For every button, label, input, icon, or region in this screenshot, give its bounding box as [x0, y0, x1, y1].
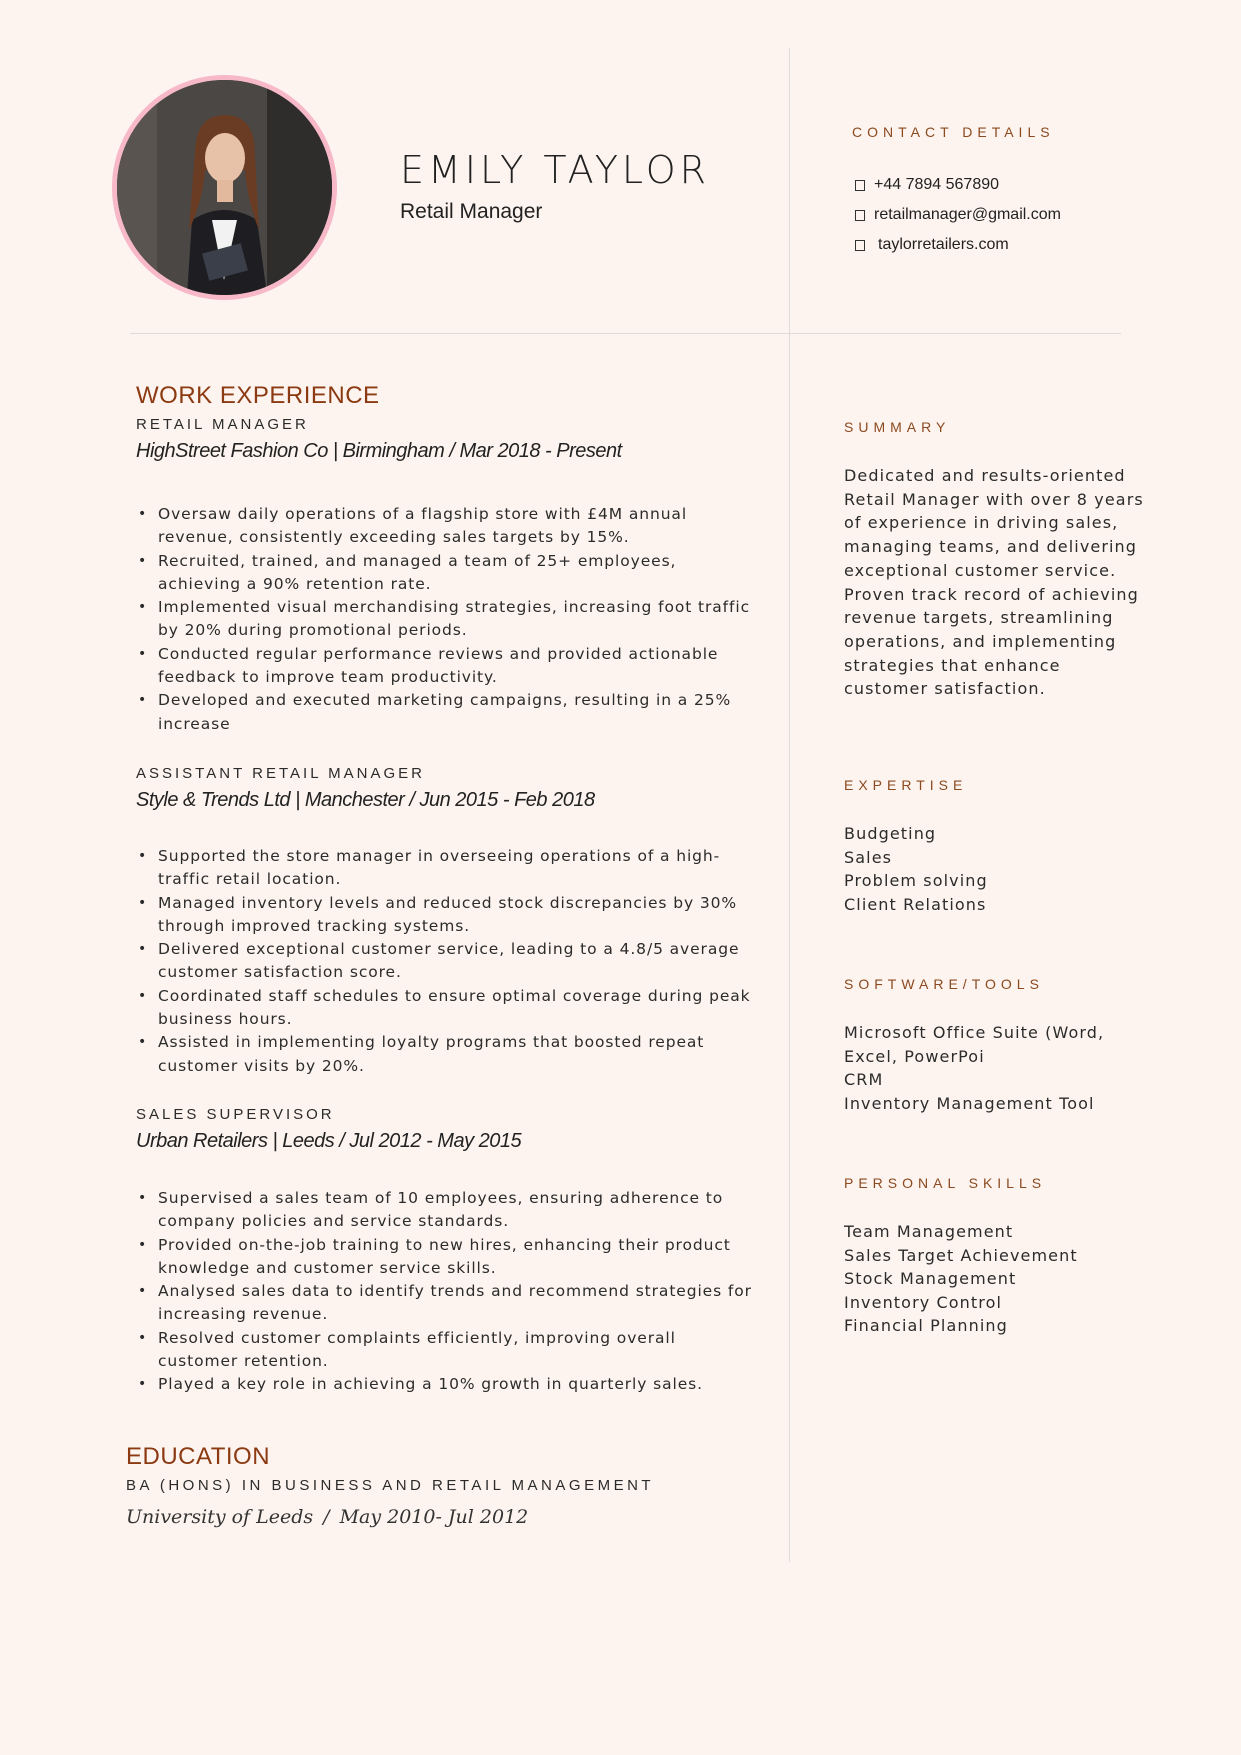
list-item: Budgeting — [844, 824, 937, 843]
contact-email-text: retailmanager@gmail.com — [874, 206, 1061, 223]
list-item: • Provided on-the-job training to new hires, enhancing their product knowledge and customer service skills. — [136, 1234, 756, 1281]
education-school: University of Leeds — [126, 1506, 314, 1528]
candidate-role: Retail Manager — [400, 200, 543, 223]
contact-heading: CONTACT DETAILS — [852, 124, 1055, 140]
expertise-heading: EXPERTISE — [844, 777, 968, 793]
job-meta: Style & Trends Ltd | Manchester / Jun 2015 - Feb 2018 — [136, 789, 595, 811]
education-meta — [126, 1506, 528, 1528]
personal-skills-list — [844, 1220, 1078, 1338]
work-experience-heading: WORK EXPERIENCE — [136, 382, 380, 409]
list-item: • Analysed sales data to identify trends and recommend strategies for increasing revenue. — [136, 1280, 756, 1327]
job-title: SALES SUPERVISOR — [136, 1106, 335, 1123]
job-title: ASSISTANT RETAIL MANAGER — [136, 765, 425, 782]
education-separator: / — [323, 1506, 330, 1528]
list-item: Inventory Control — [844, 1292, 1003, 1312]
vertical-divider — [789, 48, 790, 1562]
education-dates: May 2010- Jul 2012 — [339, 1506, 529, 1528]
list-item: • Developed and executed marketing campaigns, resulting in a 25% increase — [136, 689, 756, 736]
personal-skills-heading: PERSONAL SKILLS — [844, 1175, 1047, 1191]
list-item: • Played a key role in achieving a 10% growth in quarterly sales. — [136, 1373, 756, 1396]
summary-text: Dedicated and results-oriented Retail Manager with over 8 years of experience in driving sales, managing teams, and delivering exceptional customer service. Proven track record of achieving revenue targets, streamlining operations, and implementing strategies that enhance customer satisfaction. — [844, 466, 1144, 699]
job-bullets — [136, 503, 756, 736]
list-item: • Implemented visual merchandising strategies, increasing foot traffic by 20% during promotional periods. — [136, 596, 756, 643]
list-item: • Coordinated staff schedules to ensure optimal coverage during peak business hours. — [136, 985, 756, 1032]
summary-heading: SUMMARY — [844, 419, 951, 435]
contact-website-text: taylorretailers.com — [878, 236, 1009, 253]
list-item: • Resolved customer complaints efficiently, improving overall customer retention. — [136, 1327, 756, 1374]
list-item: Client Relations — [844, 894, 987, 914]
job-title: RETAIL MANAGER — [136, 416, 309, 433]
list-item: Problem solving — [844, 871, 988, 891]
list-item: • Managed inventory levels and reduced stock discrepancies by 30% through improved tracking systems. — [136, 892, 756, 939]
list-item: Financial Planning — [844, 1316, 1008, 1336]
job-meta: Urban Retailers | Leeds / Jul 2012 - May 2015 — [136, 1130, 522, 1152]
candidate-name: EMILY TAYLOR — [400, 148, 711, 192]
list-item: Team Management — [844, 1222, 1014, 1241]
education-degree: BA (HONS) IN BUSINESS AND RETAIL MANAGEMENT — [126, 1477, 655, 1494]
contact-list — [855, 170, 1061, 260]
list-item: Sales Target Achievement — [844, 1245, 1078, 1265]
job-meta: HighStreet Fashion Co | Birmingham / Mar 2018 - Present — [136, 440, 622, 462]
job-bullets — [136, 1187, 756, 1397]
list-item: • Oversaw daily operations of a flagship store with £4M annual revenue, consistently exceeding sales targets by 15%. — [136, 503, 756, 550]
software-heading: SOFTWARE/TOOLS — [844, 976, 1044, 992]
web-icon — [855, 240, 865, 251]
list-item: Microsoft Office Suite (Word, Excel, PowerPoi — [844, 1023, 1105, 1066]
email-icon — [855, 210, 865, 221]
profile-photo — [112, 75, 337, 300]
list-item: Sales — [844, 847, 893, 867]
contact-email — [855, 200, 1061, 230]
contact-phone — [855, 170, 1061, 200]
contact-phone-text: +44 7894 567890 — [874, 176, 1000, 193]
list-item: • Recruited, trained, and managed a team of 25+ employees, achieving a 90% retention rate. — [136, 550, 756, 597]
phone-icon — [855, 180, 865, 191]
resume-page — [4, 0, 1236, 1749]
list-item: Stock Management — [844, 1269, 1017, 1289]
list-item: • Supervised a sales team of 10 employees, ensuring adherence to company policies and service standards. — [136, 1187, 756, 1234]
contact-website — [855, 230, 1061, 260]
list-item: • Assisted in implementing loyalty programs that boosted repeat customer visits by 20%. — [136, 1031, 756, 1078]
education-heading: EDUCATION — [126, 1443, 271, 1470]
horizontal-divider — [130, 333, 1121, 334]
list-item: Inventory Management Tool — [844, 1093, 1095, 1113]
job-bullets — [136, 845, 756, 1078]
software-list — [844, 1021, 1134, 1115]
list-item: • Conducted regular performance reviews and provided actionable feedback to improve team productivity. — [136, 643, 756, 690]
list-item: CRM — [844, 1070, 884, 1090]
list-item: • Supported the store manager in overseeing operations of a high-traffic retail location. — [136, 845, 756, 892]
expertise-list — [844, 822, 988, 916]
list-item: • Delivered exceptional customer service, leading to a 4.8/5 average customer satisfaction score. — [136, 938, 756, 985]
